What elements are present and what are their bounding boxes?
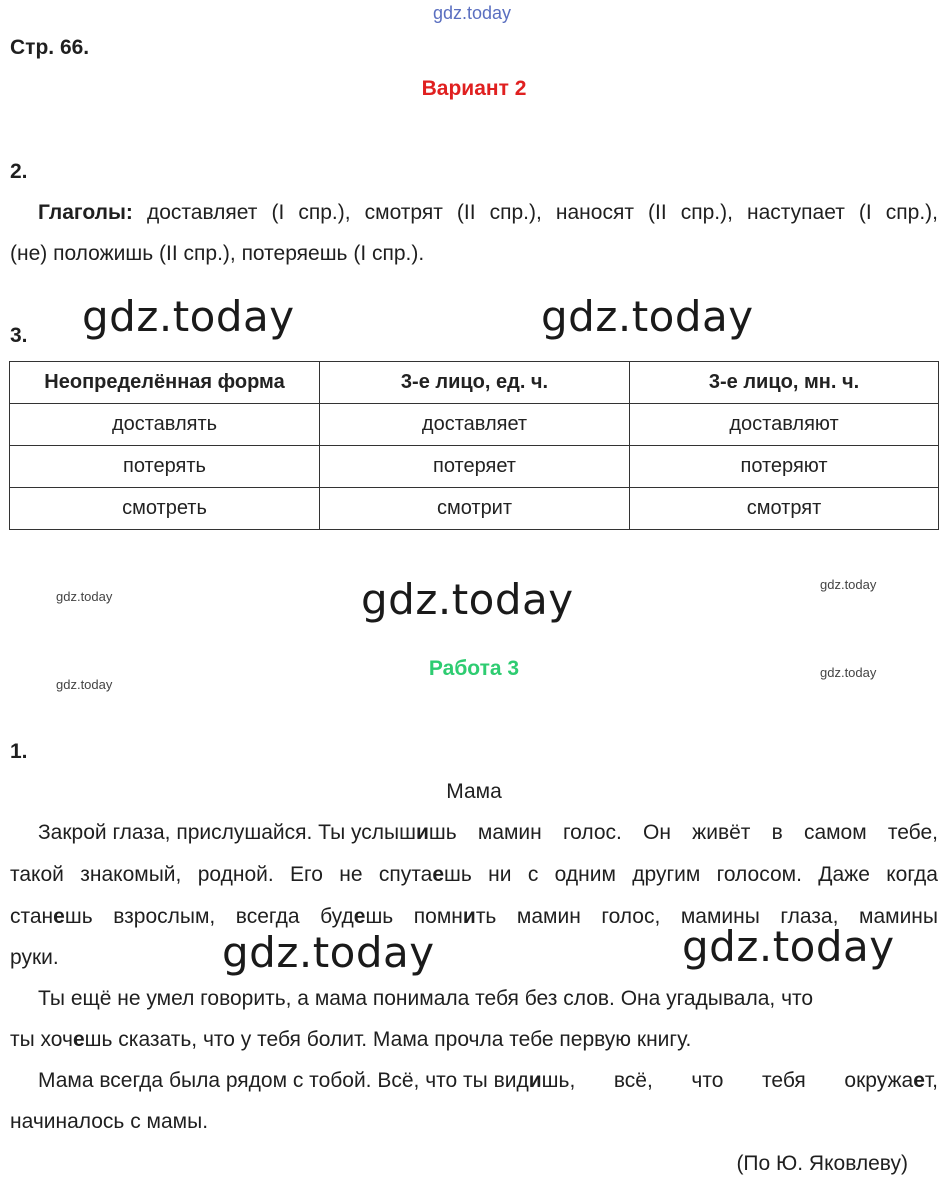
table-cell: смотреть — [10, 488, 320, 530]
highlight-letter: и — [415, 821, 429, 844]
watermark-large: gdz.today — [222, 928, 435, 977]
text-line — [10, 864, 938, 885]
table-cell: доставляет — [320, 404, 630, 446]
page-reference: Стр. 66. — [10, 36, 90, 59]
text-line — [10, 988, 938, 1009]
text-fragment: шь помн — [365, 905, 463, 928]
highlight-letter: и — [462, 905, 476, 928]
task2-text-line1: доставляет (I спр.), смотрят (II спр.), наносят (II спр.), наступает (I спр.), — [132, 201, 938, 224]
source-attribution: (По Ю. Яковлеву) — [736, 1152, 908, 1175]
watermark-large: gdz.today — [82, 292, 295, 341]
text-fragment: ть мамин голос, мамины глаза, мамины — [475, 905, 938, 928]
task1-number: 1. — [10, 740, 28, 763]
text-fragment: стан — [10, 905, 54, 928]
watermark-large: gdz.today — [541, 292, 754, 341]
table-cell: смотрит — [320, 488, 630, 530]
table-cell: потеряет — [320, 446, 630, 488]
watermark-large: gdz.today — [682, 922, 895, 971]
text-fragment: шь, всё, что тебя окружа — [541, 1069, 914, 1092]
table-cell: потеряют — [630, 446, 939, 488]
task2-line2: (не) положишь (II спр.), потеряешь (I спр.). — [10, 242, 425, 265]
text-line: начиналось с мамы. — [10, 1110, 209, 1133]
text-fragment: шь мамин голос. Он живёт в самом тебе, — [428, 821, 938, 844]
table-row — [10, 446, 939, 488]
task3-number: 3. — [10, 324, 28, 347]
work-heading: Работа 3 — [428, 657, 520, 680]
watermark-small: gdz.today — [56, 589, 113, 604]
highlight-letter: е — [432, 863, 445, 886]
table-row — [10, 488, 939, 530]
table-cell: доставлять — [10, 404, 320, 446]
watermark-small: gdz.today — [820, 665, 877, 680]
highlight-letter: е — [72, 1028, 85, 1051]
watermark-large: gdz.today — [361, 575, 574, 624]
text-line — [10, 1070, 938, 1091]
table-header: 3-е лицо, мн. ч. — [630, 362, 939, 404]
task2-line1 — [10, 202, 938, 223]
text-fragment: ты хоч — [10, 1028, 73, 1051]
table-cell: доставляют — [630, 404, 939, 446]
text-fragment: Ты ещё не умел говорить, а мама понимала тебя без слов. Она угадывала, что — [38, 987, 814, 1010]
table-header: Неопределённая форма — [10, 362, 320, 404]
text-fragment: Закрой глаза, прислушайся. Ты услыш — [38, 821, 416, 844]
watermark-small: gdz.today — [820, 577, 877, 592]
table-cell: смотрят — [630, 488, 939, 530]
text-fragment: такой знакомый, родной. Его не спута — [10, 863, 433, 886]
text-fragment: шь ни с одним другим голосом. Даже когда — [444, 863, 938, 886]
text-fragment: т, — [924, 1069, 938, 1092]
task2-label: Глаголы: — [38, 201, 133, 224]
text-fragment: Мама всегда была рядом с тобой. Всё, что ты вид — [38, 1069, 529, 1092]
text-line — [10, 822, 938, 843]
highlight-letter: е — [353, 905, 366, 928]
highlight-letter: е — [913, 1069, 925, 1092]
table-cell: потерять — [10, 446, 320, 488]
text-fragment: шь взрослым, всегда буд — [64, 905, 354, 928]
watermark-small: gdz.today — [56, 677, 113, 692]
highlight-letter: е — [53, 905, 65, 928]
text-line: руки. — [10, 946, 59, 969]
table-header-row — [10, 362, 939, 404]
verb-forms-table — [9, 361, 939, 530]
variant-heading: Вариант 2 — [421, 77, 527, 100]
highlight-letter: и — [528, 1069, 542, 1092]
watermark-top: gdz.today — [433, 3, 512, 23]
task2-number: 2. — [10, 160, 28, 183]
table-header: 3-е лицо, ед. ч. — [320, 362, 630, 404]
text-fragment: шь сказать, что у тебя болит. Мама прочла тебе первую книгу. — [84, 1028, 692, 1051]
table-row — [10, 404, 939, 446]
text-title: Мама — [446, 780, 502, 803]
text-line — [10, 1029, 691, 1050]
